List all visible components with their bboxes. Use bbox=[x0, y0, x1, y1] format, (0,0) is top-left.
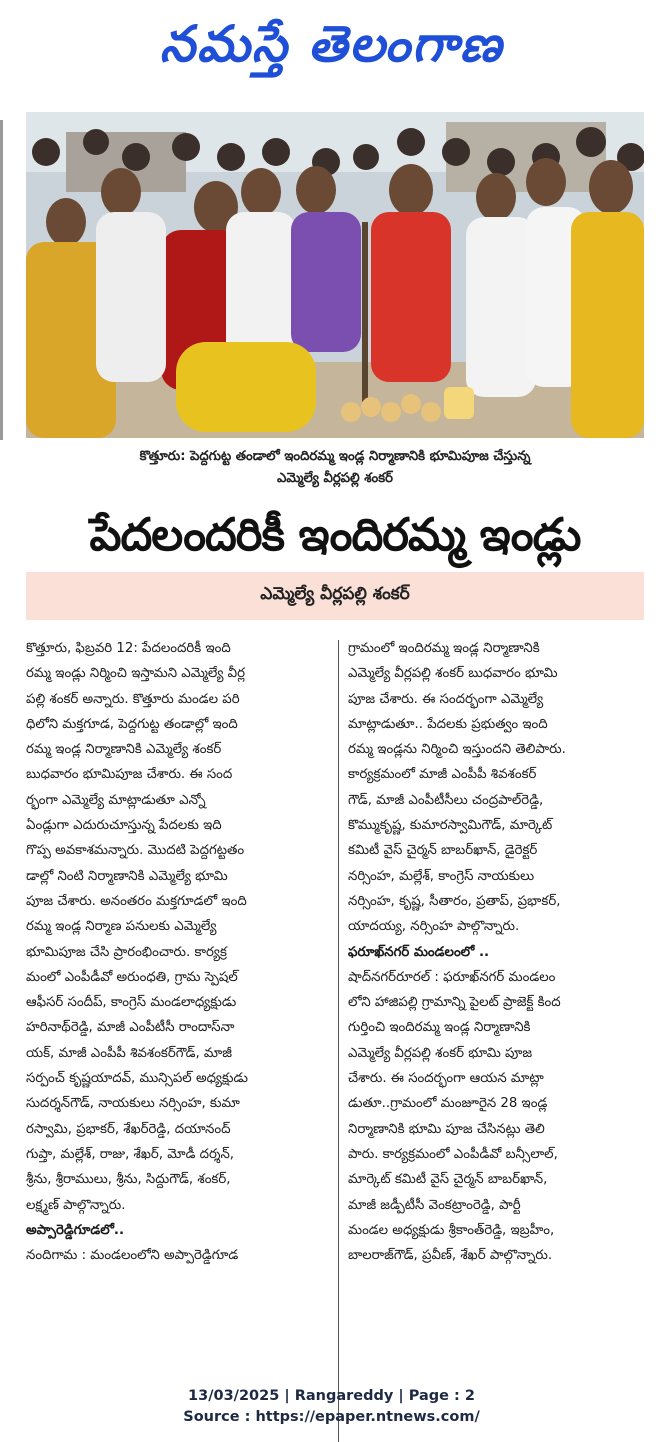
article-line: ఆఫీసర్ సందీప్, కాంగ్రెస్ మండలాధ్యక్షుడు bbox=[26, 995, 237, 1011]
newspaper-masthead bbox=[0, 0, 663, 100]
article-line: బాలరాజ్‌గౌడ్, ప్రవీణ్, శేఖర్ పాల్గొన్నారు. bbox=[348, 1248, 553, 1264]
article-line: ఎమ్మెల్యే వీర్లపల్లి శంకర్ బుధవారం భూమి bbox=[348, 666, 558, 682]
section-subheading: అప్పారెడ్డిగూడలో.. bbox=[26, 1222, 124, 1238]
article-line: లోని హాజిపల్లి గ్రామాన్ని పైలట్ ప్రాజెక్ట్ కింద bbox=[348, 995, 561, 1011]
article-line: ఏండ్లుగా ఎదురుచూస్తున్న పేదలకు ఇది bbox=[26, 818, 222, 834]
footer-source: Source : https://epaper.ntnews.com/ bbox=[183, 1409, 480, 1425]
article-column-right bbox=[348, 636, 644, 1268]
article-line: నిర్మాణానికి భూమి పూజ చేసినట్లు తెలి bbox=[348, 1121, 545, 1137]
article-line: కమిటీ వైస్ చైర్మన్ బాబర్‌ఖాన్, డైరెక్టర్ bbox=[348, 843, 538, 859]
article-line: రమ్మ ఇండ్ల నిర్మాణానికి ఎమ్మెల్యే శంకర్ bbox=[26, 742, 222, 758]
article-line: మాజీ జడ్పీటీసీ వెంకట్రాంరెడ్డి, పార్టీ bbox=[348, 1197, 521, 1213]
article-line: రస్వామి, ప్రభాకర్, శేఖర్‌రెడ్డి, దయానంద్ bbox=[26, 1121, 231, 1137]
caption-line-2: ఎమ్మెల్యే వీర్లపల్లి శంకర్ bbox=[277, 471, 393, 486]
footer-dateline: 13/03/2025 | Rangareddy | Page : 2 bbox=[188, 1388, 475, 1404]
section-subheading: ఫరూఖ్‌నగర్ మండలంలో .. bbox=[348, 944, 490, 960]
article-line: భూమిపూజ చేసి ప్రారంభించారు. కార్యక్ర bbox=[26, 944, 227, 960]
article-subheadline: ఎమ్మెల్యే వీర్లపల్లి శంకర్ bbox=[26, 572, 644, 620]
article-line: కొమ్ముకృష్ణ, కుమారస్వామిగౌడ్, మార్కెట్ bbox=[348, 818, 553, 834]
article-line: పల్లి శంకర్ అన్నారు. కొత్తూరు మండల పరి bbox=[26, 691, 240, 707]
article-line: గౌడ్, మాజీ ఎంపీటీసీలు చంద్రపాల్‌రెడ్డి, bbox=[348, 792, 544, 808]
article-line: డుతూ..గ్రామంలో మంజూరైన 28 ఇండ్ల bbox=[348, 1096, 548, 1112]
article-line: డాల్లో నింటి నిర్మాణానికి ఎమ్మెల్యే భూమి bbox=[26, 868, 228, 884]
caption-line-1: కొత్తూరు: పెద్దగుట్ట తండాలో ఇందిరమ్మ ఇండ్ల నిర్మాణానికి భూమిపూజ చేస్తున్న bbox=[139, 449, 531, 464]
article-headline: పేదలందరికీ ఇందిరమ్మ ఇండ్లు bbox=[89, 508, 581, 561]
photo-icon bbox=[26, 112, 644, 438]
article-line: ఎమ్మెల్యే వీర్లపల్లి శంకర్ భూమి పూజ bbox=[348, 1045, 533, 1061]
article-column-left bbox=[26, 636, 330, 1268]
article-line: యాదయ్య, నర్సింహ పాల్గొన్నారు. bbox=[348, 919, 520, 935]
article-line: పూజ చేశారు. ఈ సందర్భంగా ఎమ్మెల్యే bbox=[348, 691, 544, 707]
article-line: గుర్తించి ఇందిరమ్మ ఇండ్ల నిర్మాణానికి bbox=[348, 1020, 531, 1036]
article-line: మంలో ఎంపీడీవో అరుంధతి, గ్రామ స్పెషల్ bbox=[26, 969, 238, 985]
article-line: నర్సింహ, కృష్ణ, సీతారం, ప్రతాప్, ప్రభాకర్, bbox=[348, 893, 561, 909]
article-line: బుధవారం భూమిపూజ చేశారు. ఈ సంద bbox=[26, 767, 233, 783]
article-line: షాద్‌నగర్‌రూరల్ : ఫరూఖ్‌నగర్ మండలం bbox=[348, 969, 556, 985]
article-line: మాట్లాడుతూ.. పేదలకు ప్రభుత్వం ఇంది bbox=[348, 716, 548, 732]
article-line: లక్ష్మణ్ పాల్గొన్నారు. bbox=[26, 1197, 126, 1213]
article-line: హరినాథ్‌రెడ్డి, మాజీ ఎంపీటీసీ రాందాస్‌నా bbox=[26, 1020, 235, 1036]
news-photo bbox=[26, 112, 644, 438]
article-line: సర్పంచ్ కృష్ణయాదవ్, మున్సిపల్ అధ్యక్షుడు bbox=[26, 1071, 248, 1087]
photo-caption bbox=[26, 446, 644, 490]
article-line: చేశారు. ఈ సందర్భంగా ఆయన మాట్లా bbox=[348, 1071, 544, 1087]
article-line: గుప్తా, మల్లేశ్, రాజు, శేఖర్, మోడీ దర్శన్, bbox=[26, 1146, 235, 1162]
article-line: శ్రీను, శ్రీరాములు, శ్రీను, సిద్దుగౌడ్, శంకర్, bbox=[26, 1172, 231, 1188]
page-edge-rule bbox=[0, 120, 3, 440]
article-line: గ్రామంలో ఇందిరమ్మ ఇండ్ల నిర్మాణానికి bbox=[348, 641, 540, 656]
article-line: ధిలోని మక్తగూడ, పెద్దగుట్ట తండాల్లో ఇంది bbox=[26, 716, 238, 732]
article-line: రమ్మ ఇండ్ల నిర్మాణ పనులకు ఎమ్మెల్యే bbox=[26, 919, 217, 935]
article-line: నర్సింహ, మల్లేశ్, కాంగ్రెస్ నాయకులు bbox=[348, 868, 535, 884]
article-line: కొత్తూరు, ఫిబ్రవరి 12: పేదలందరికీ ఇంది bbox=[26, 641, 231, 656]
article-line: యక్, మాజీ ఎంపీపీ శివశంకర్‌గౌడ్, మాజీ bbox=[26, 1045, 232, 1061]
article-line: కార్యక్రమంలో మాజీ ఎంపీపీ శివశంకర్ bbox=[348, 767, 537, 783]
article-line: ర్భంగా ఎమ్మెల్యే మాట్లాడుతూ ఎన్నో bbox=[26, 792, 206, 808]
article-line: మండల అధ్యక్షుడు శ్రీకాంత్‌రెడ్డి, ఇబ్రహీం, bbox=[348, 1222, 555, 1238]
masthead-title: నమస్తే తెలంగాణ bbox=[159, 14, 504, 73]
article-line: పూజ చేశారు. అనంతరం మక్తగూడలో ఇంది bbox=[26, 893, 247, 909]
column-divider bbox=[338, 640, 339, 1442]
article-line: గొప్ప అవకాశమన్నారు. మొదటి పెద్దగట్టతం bbox=[26, 843, 245, 859]
article-line: మార్కెట్ కమిటీ వైస్ చైర్మన్ బాబర్‌ఖాన్, bbox=[348, 1172, 548, 1188]
article-line: రమ్మ ఇండ్లను నిర్మించి ఇస్తుందని తెలిపారు. bbox=[348, 742, 566, 758]
article-line: సుదర్శన్‌గౌడ్, నాయకులు నర్సింహ, కుమా bbox=[26, 1096, 240, 1112]
article-line: నందిగామ : మండలంలోని అప్పారెడ్డిగూడ bbox=[26, 1248, 239, 1264]
article-line: పారు. కార్యక్రమంలో ఎంపీడీవో బన్సీలాల్, bbox=[348, 1146, 558, 1162]
article-line: రమ్మ ఇండ్లు నిర్మించి ఇస్తామని ఎమ్మెల్యే వీర్ల bbox=[26, 666, 246, 682]
page-footer bbox=[0, 1386, 663, 1428]
